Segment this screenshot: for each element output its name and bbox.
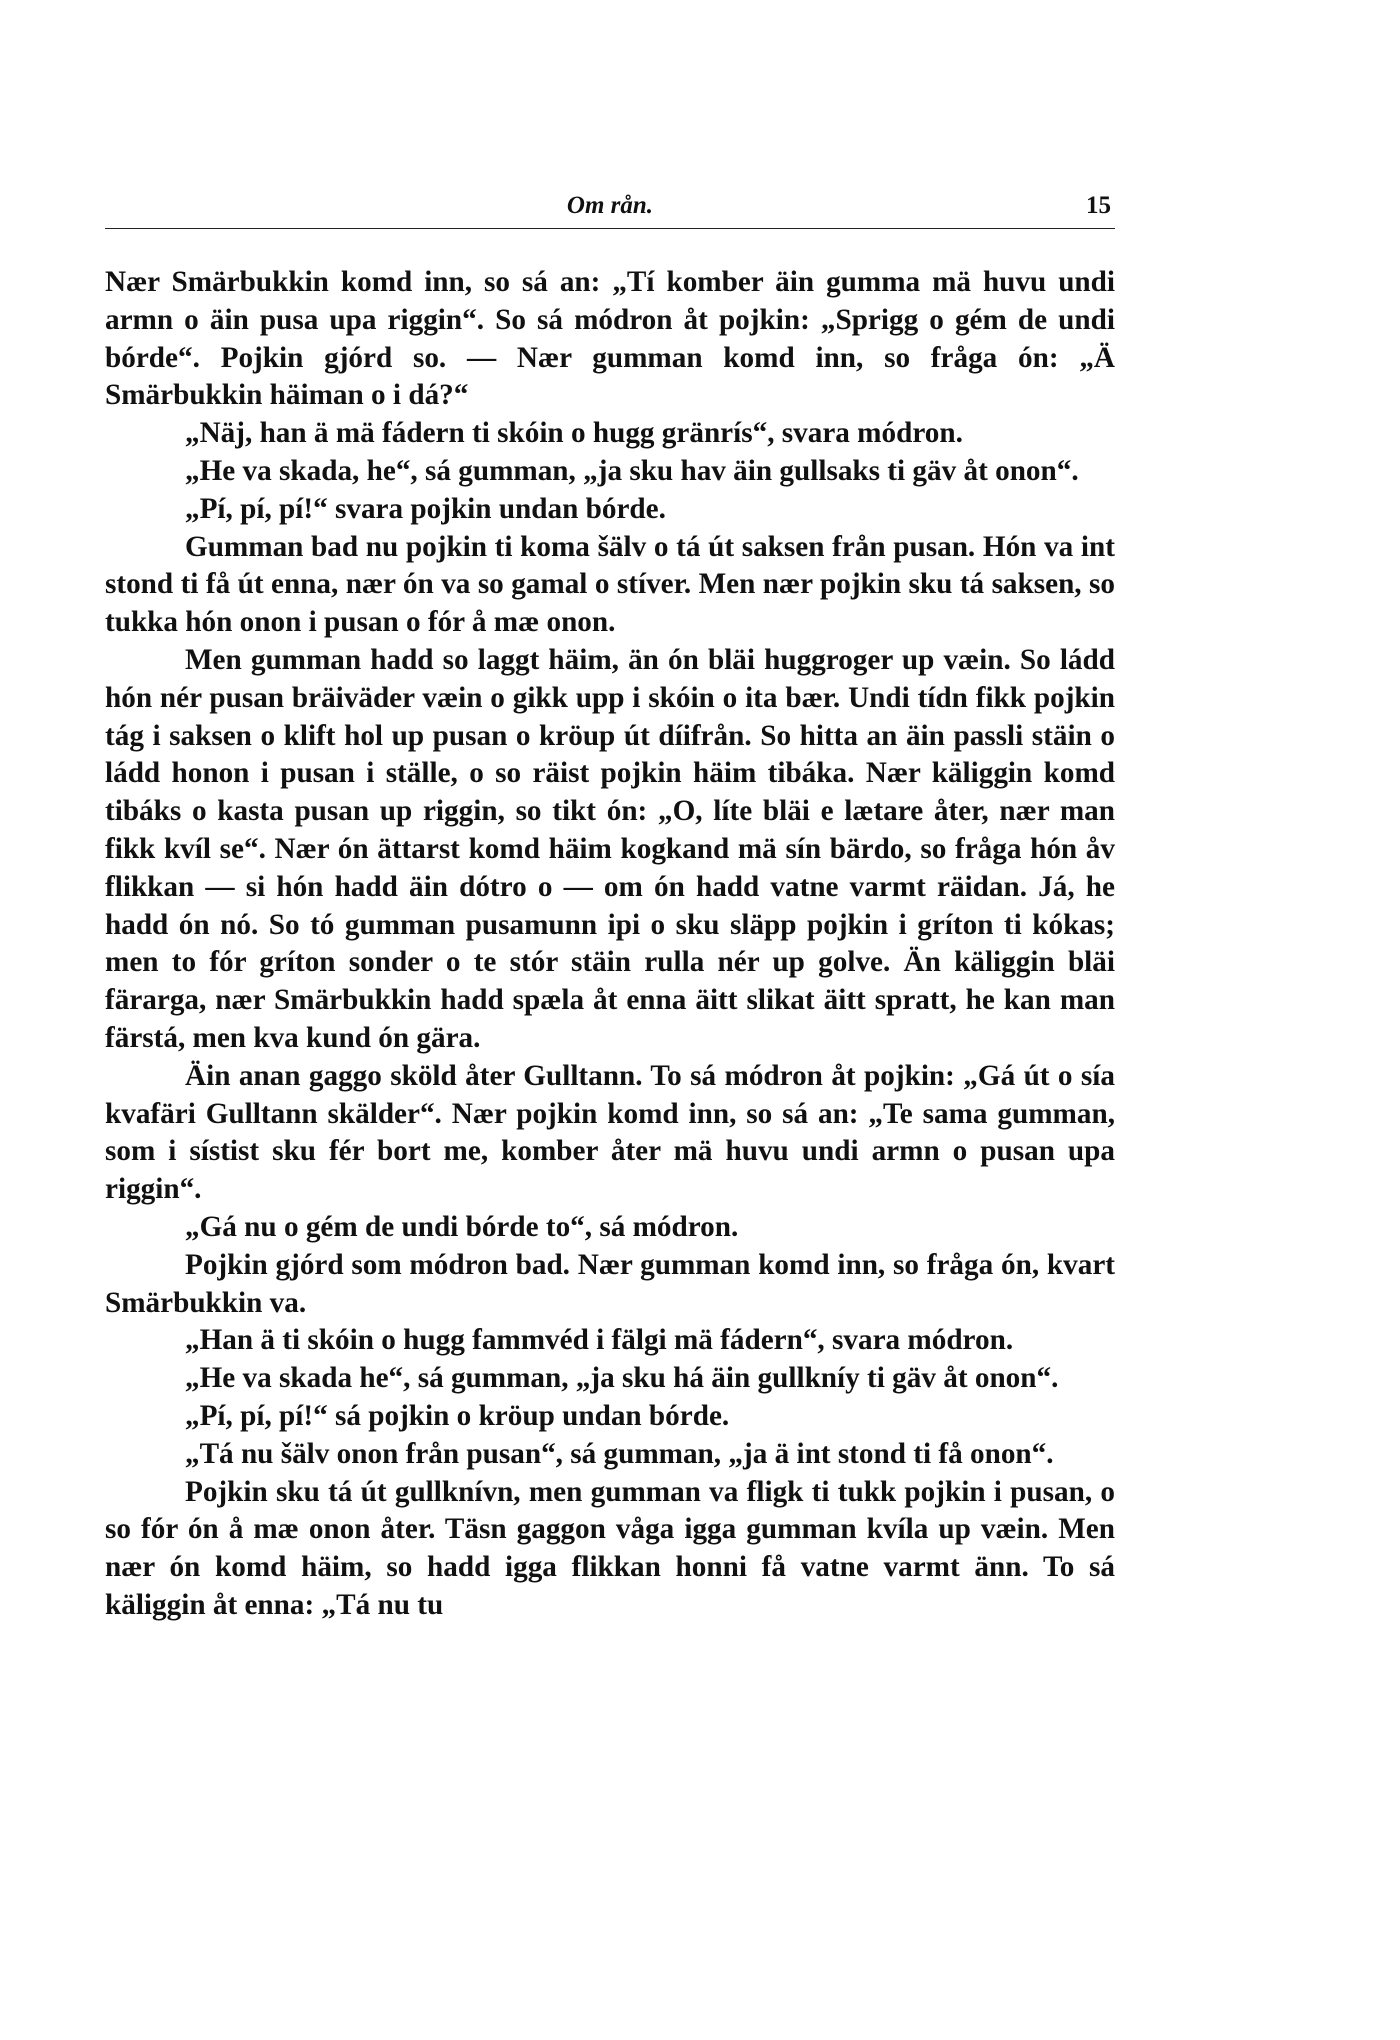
paragraph: „Näj, han ä mä fádern ti skóin o hugg gränrís“, svara módron. <box>185 417 963 450</box>
paragraph: Gumman bad nu pojkin ti koma šälv o tá út saksen från pusan. Hón va int stond ti få út enna, nær ón va so gamal o stíver. Men nær pojkin sku tá saksen, so tukka hón onon i pusan o fór å mæ onon. <box>105 530 1115 639</box>
body-text <box>105 264 1115 1625</box>
paragraph: Nær Smärbukkin komd inn, so sá an: „Tí komber äin gumma mä huvu undi armn o äin pusa upa riggin“. So sá módron åt pojkin: „Sprigg o gém de undi bórde“. Pojkin gjórd so. — Nær gumman komd inn, so fråga ón: „Ä Smärbukkin häiman o i dá?“ <box>105 266 1115 412</box>
running-title: Om rån. <box>566 192 654 219</box>
paragraph: „He va skada he“, sá gumman, „ja sku há äin gullkníy ti gäv åt onon“. <box>185 1362 1059 1395</box>
paragraph: „Gá nu o gém de undi bórde to“, sá módron. <box>185 1210 739 1243</box>
paragraph: Pojkin sku tá út gullknívn, men gumman va fligk ti tukk pojkin i pusan, o so fór ón å mæ onon åter. Täsn gaggon våga igga gumman kvíla up væin. Men nær ón komd häim, so hadd igga flikkan honni få vatne varmt änn. To sá käliggin åt enna: „Tá nu tu <box>105 1475 1115 1621</box>
paragraph: „Tá nu šälv onon från pusan“, sá gumman, „ja ä int stond ti få onon“. <box>185 1437 1054 1470</box>
paragraph: „Han ä ti skóin o hugg fammvéd i fälgi mä fádern“, svara módron. <box>185 1324 1014 1357</box>
page-number: 15 <box>1086 192 1111 219</box>
page-header <box>105 188 1115 229</box>
paragraph: „He va skada, he“, sá gumman, „ja sku hav äin gullsaks ti gäv åt onon“. <box>185 454 1079 487</box>
paragraph: Äin anan gaggo sköld åter Gulltann. To sá módron åt pojkin: „Gá út o sía kvafäri Gulltann skälder“. Nær pojkin komd inn, so sá an: „Te sama gumman, som i sístist sku fér bort me, komber åter mä huvu undi armn o pusan upa riggin“. <box>105 1059 1115 1206</box>
paragraph: „Pí, pí, pí!“ svara pojkin undan bórde. <box>185 492 666 525</box>
paragraph: Men gumman hadd so laggt häim, än ón bläi huggroger up væin. So ládd hón nér pusan bräiväder væin o gikk upp i skóin o ita bær. Undi tídn fikk pojkin tág i saksen o klift hol up pusan o kröup út díifrån. So hitta an äin passli stäin o ládd honon i pusan i ställe, o so räist pojkin häim tibáka. Nær käliggin komd tibáks o kasta pusan up riggin, so tikt ón: „O, líte bläi e lætare åter, nær man fikk kvíl se“. Nær ón ättarst komd häim kogkand mä sín bärdo, so fråga hón åv flikkan — si hón hadd äin dótro o — om ón hadd vatne varmt räidan. Já, he hadd ón nó. So tó gumman pusamunn ipi o sku släpp pojkin i gríton ti kókas; men to fór gríton sonder o te stór stäin rulla nér up golve. Än käliggin bläi färarga, nær Smärbukkin hadd spæla åt enna äitt slikat äitt spratt, he kan man färstá, men kva kund ón gära. <box>105 643 1115 1054</box>
paragraph: „Pí, pí, pí!“ sá pojkin o kröup undan bórde. <box>185 1399 730 1432</box>
paragraph: Pojkin gjórd som módron bad. Nær gumman komd inn, so fråga ón, kvart Smärbukkin va. <box>105 1248 1115 1319</box>
